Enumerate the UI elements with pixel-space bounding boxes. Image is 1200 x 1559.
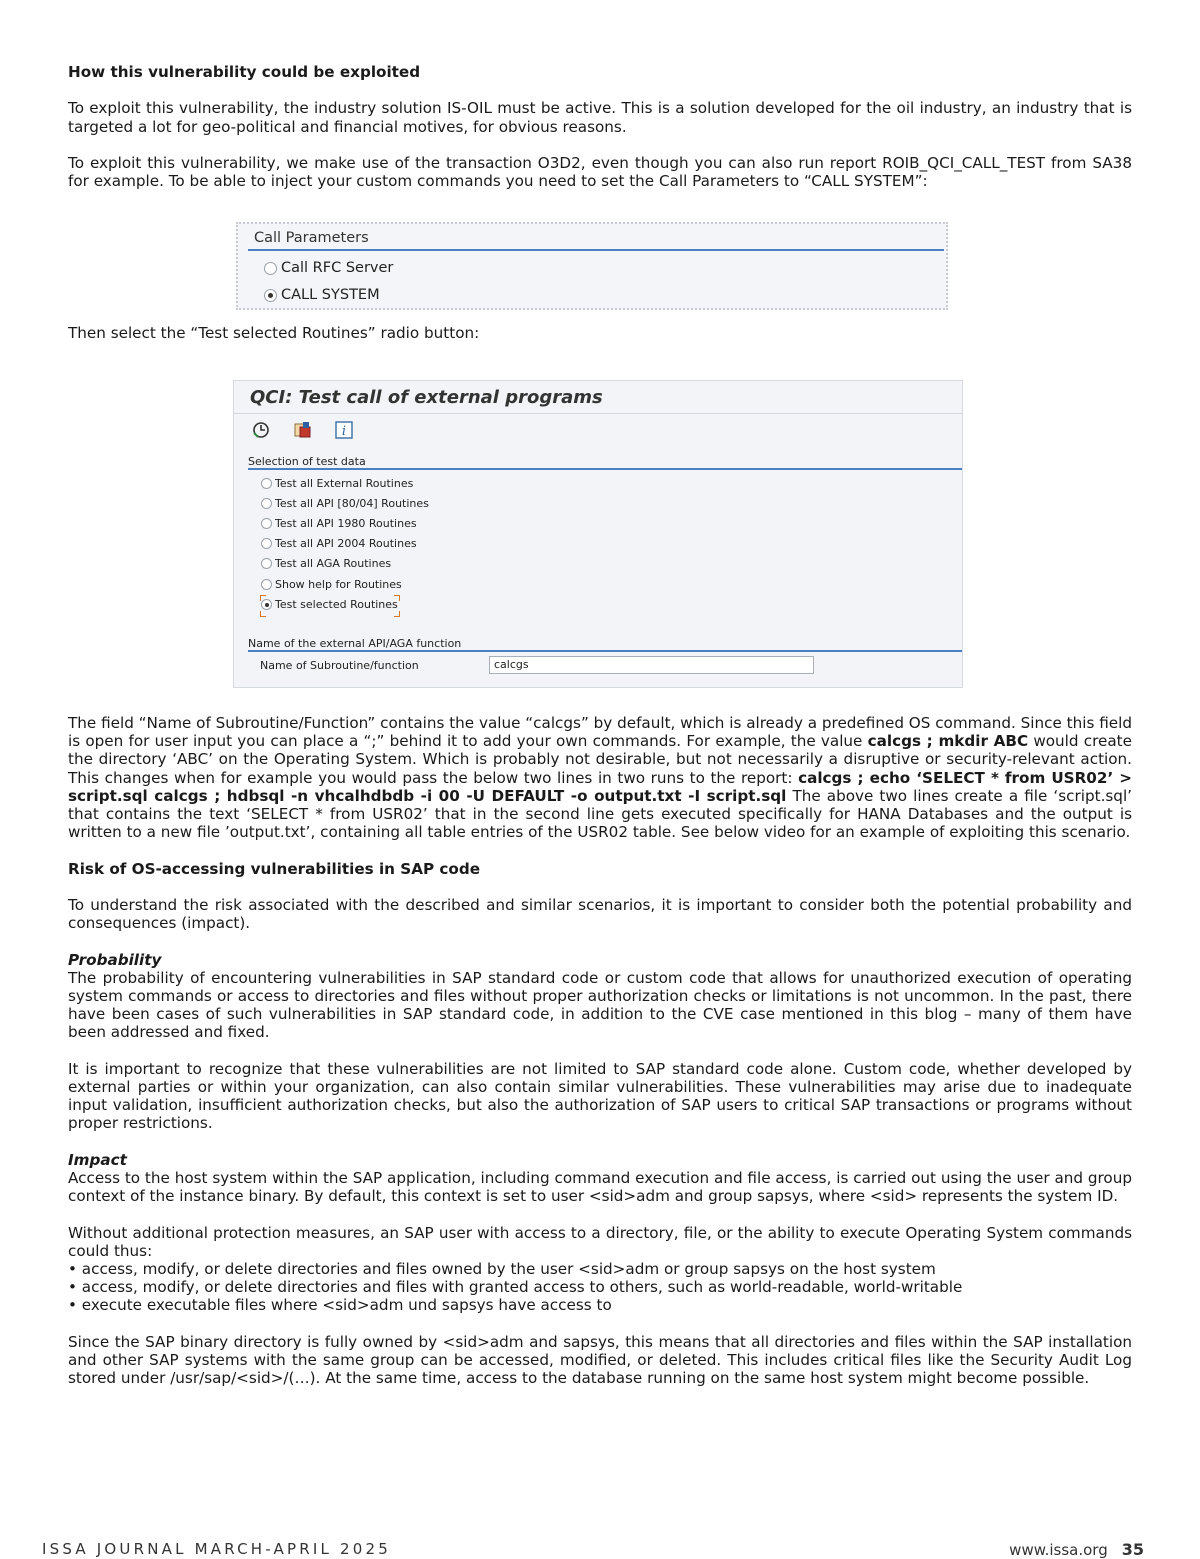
radio-label: Show help for Routines [275,578,402,591]
radio-label: Test all API 1980 Routines [275,517,417,530]
section-heading: Risk of OS-accessing vulnerabilities in SAP code [68,859,480,878]
paragraph-field-explanation [68,714,1132,841]
subroutine-name-input[interactable]: calcgs [489,656,814,674]
radio-selected-icon [261,599,272,610]
subheading-impact: Impact [68,1150,127,1169]
paragraph: Since the SAP binary directory is fully owned by <sid>adm and sapsys, this means that all directories and files within the SAP installation and other SAP systems with the same group can be accessed, modified, or deleted. This includes critical files like the Security Audit Log stored under /usr/sap/<sid>/(…). At the same time, access to the database running on the same host system might become possible. [68,1332,1132,1388]
subheading-probability: Probability [68,950,162,969]
text-run: The field “Name of Subroutine/Function” contains the value “calcgs” by default, which is already a predefined OS command. Since this field is open for user input you can place a “;” behind it to add your own commands. For example, the value [68,714,1132,751]
list-item: • access, modify, or delete directories and files with granted access to others, such as world-readable, world-writable [68,1278,1132,1296]
radio-test-all-api-80-04[interactable] [261,497,429,510]
radio-call-system[interactable] [264,287,380,303]
radio-label: Test selected Routines [275,598,398,611]
title-divider [234,413,962,414]
text-run: would create the directory ‘ABC’ on the Operating System. Which is probably not desirable, but not necessarily a disruptive or security-relevant action. This changes when for example you would pass the below two lines in two runs to the report: [68,732,1132,787]
radio-test-all-api-2004[interactable] [261,537,417,550]
probability-block [68,951,1132,1042]
call-parameters-screenshot [236,222,948,310]
radio-unselected-icon [261,538,272,549]
section-heading: How this vulnerability could be exploited [68,63,421,81]
text-run: The probability of encountering vulnerabilities in SAP standard code or custom code that allows for unauthorized execution of operating system commands or access to directories and files without proper authorization checks or limitations is not uncommon. In the past, there have been cases of such vulnerabilities in SAP standard code, in addition to the CVE case mentioned in this blog – many of them have been addressed and fixed. [68,968,1132,1042]
radio-label: Test all AGA Routines [275,557,392,570]
list-item: • access, modify, or delete directories and files owned by the user <sid>adm or group sapsys on the host system [68,1260,1132,1278]
group-divider [248,249,944,251]
radio-show-help[interactable] [261,578,402,591]
section-divider [248,650,962,652]
article-part-3 [68,714,1132,1406]
radio-test-all-external[interactable] [261,477,413,490]
impact-block [68,1151,1132,1206]
radio-unselected-icon [261,518,272,529]
radio-label: Call RFC Server [281,260,394,276]
radio-unselected-icon [261,478,272,489]
section-divider [248,468,962,470]
radio-test-all-aga[interactable] [261,557,391,570]
text-run: Access to the host system within the SAP application, including command execution and file access, is carried out using the user and group context of the instance binary. By default, this context is set to user <sid>adm and group sapsys, where <sid> represents the system ID. [68,1169,1132,1206]
radio-unselected-icon [261,498,272,509]
radio-unselected-icon [261,558,272,569]
radio-label: Test all API 2004 Routines [275,537,417,550]
footer-right [1009,1540,1144,1559]
info-icon[interactable] [335,421,353,439]
paragraph: To understand the risk associated with the described and similar scenarios, it is important to consider both the potential probability and consequences (impact). [68,896,1132,933]
paragraph: To exploit this vulnerability, we make use of the transaction O3D2, even though you can also run report ROIB_QCI_CALL_TEST from SA38 for example. To be able to inject your custom commands you need to set the Call Parameters to “CALL SYSTEM”: [68,153,1132,191]
radio-test-selected-routines[interactable] [261,598,398,611]
svg-text:i: i [341,424,347,439]
list-item: • execute executable files where <sid>adm und sapsys have access to [68,1296,1132,1314]
execute-clock-icon[interactable] [252,421,270,439]
section-title-test-data: Selection of test data [248,455,366,468]
radio-label: CALL SYSTEM [281,287,380,303]
website-link[interactable]: www.issa.org [1009,1541,1108,1559]
bold-command: calcgs ; echo ‘SELECT * from USR02’ > script.sql calcgs ; hdbsql -n vhcalhdbdb -i 00 -U DEFAULT -o output.txt -I script.sql [68,768,1132,805]
radio-label: Test all API [80/04] Routines [275,497,429,510]
journal-footer: ISSA JOURNAL MARCH-APRIL 2025 [42,1540,391,1558]
qci-test-call-screenshot [233,380,963,688]
radio-unselected-icon [264,262,277,275]
bold-command: calcgs ; mkdir ABC [867,732,1029,751]
section-title-function: Name of the external API/AGA function [248,637,462,650]
paragraph: To exploit this vulnerability, the industry solution IS-OIL must be active. This is a solution developed for the oil industry, an industry that is targeted a lot for geo-political and financial motives, for obvious reasons. [68,99,1132,136]
page-number: 35 [1121,1540,1144,1559]
radio-unselected-icon [261,579,272,590]
article-part-2 [68,324,1132,360]
text-run: The above two lines create a file ‘script.sql’ that contains the text ‘SELECT * from USR02’ that in the second line gets executed specifically for HANA Databases and the output is written to a new file ’output.txt’, containing all table entries of the USR02 table. See below video for an example of exploiting this scenario. [68,786,1132,842]
field-label: Name of Subroutine/function [260,659,419,672]
paragraph: It is important to recognize that these vulnerabilities are not limited to SAP standard code alone. Custom code, whether developed by external parties or within your organization, can also contain similar vulnerabilities. These vulnerabilities may arise due to inadequate input validation, insufficient authorization checks, but also the authorization of SAP users to critical SAP transactions or programs without proper restrictions. [68,1059,1132,1133]
radio-test-all-api-1980[interactable] [261,517,417,530]
variants-icon[interactable] [294,421,312,439]
group-title: Call Parameters [254,230,369,246]
radio-label: Test all External Routines [275,477,414,490]
screen-title: QCI: Test call of external programs [250,387,603,408]
article-part-1 [68,63,1132,209]
bullet-list [68,1260,1132,1315]
paragraph: Then select the “Test selected Routines” radio button: [68,324,480,342]
radio-selected-icon [264,289,277,302]
paragraph: Without additional protection measures, an SAP user with access to a directory, file, or the ability to execute Operating System commands could thus: [68,1223,1132,1260]
radio-call-rfc-server[interactable] [264,260,393,276]
